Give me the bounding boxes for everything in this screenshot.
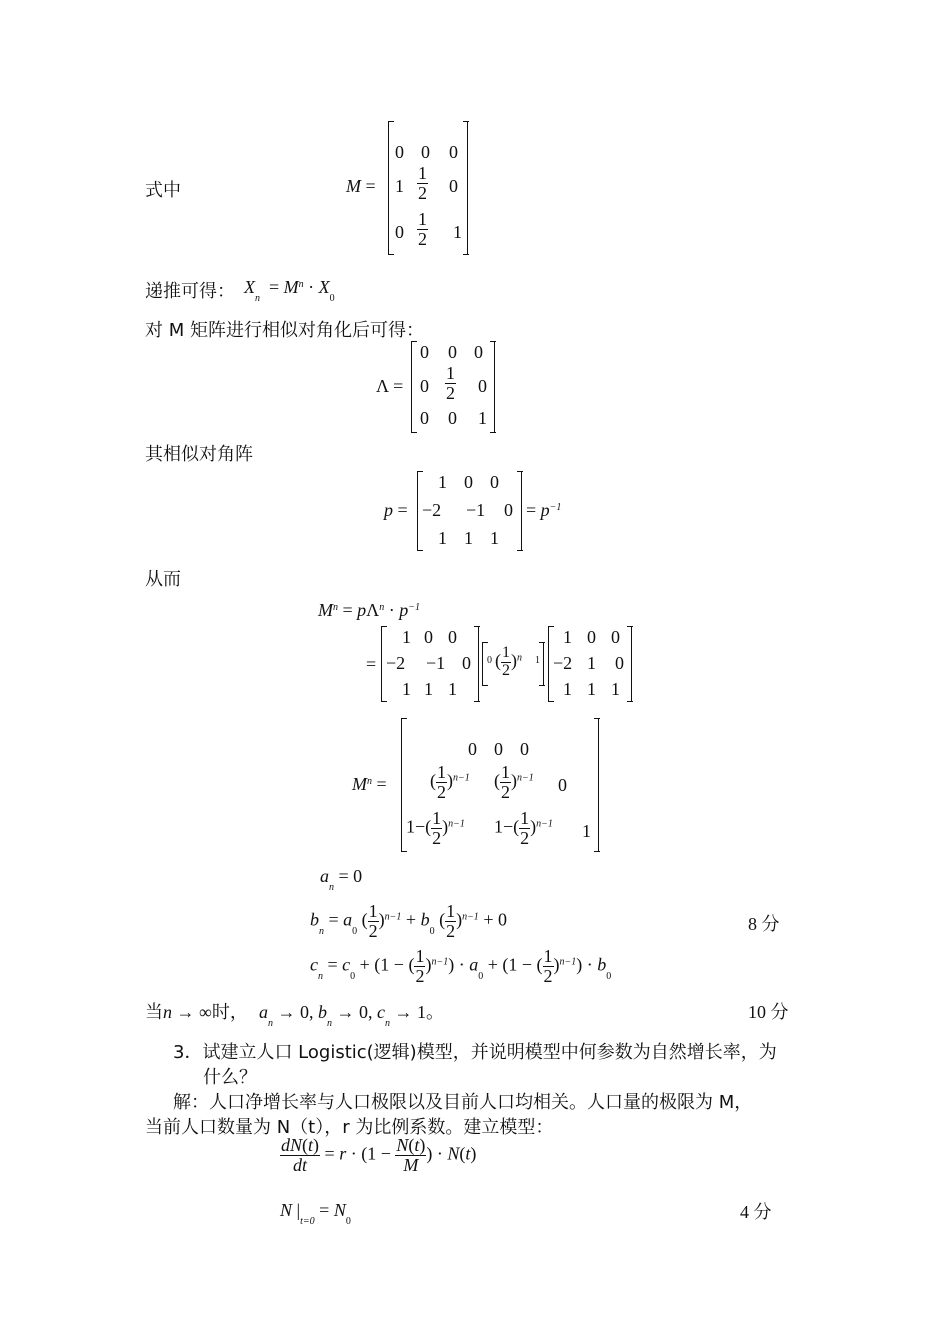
matrix-M: 0 0 0 1 $\frac{1}{2}$ 0 0 $\frac{1}{2}$ 1 (388, 122, 468, 254)
logistic-ode: $\frac{dN(t)}{dt}$ = r · (1 − $\frac{N(t)}{M}$ ) · N(t) (281, 1135, 477, 1175)
answer-line1: 解：人口净增长率与人口极限以及目前人口均相关。人口量的极限为 M， (173, 1092, 753, 1113)
p-equals: p = (384, 500, 408, 520)
question-3-line2: 什么？ (203, 1067, 257, 1088)
limit-line: 当n → ∞时， $a_n \to 0$, $b_n \to 0$, $c_n \to 1$。 (145, 1002, 444, 1029)
Mn-decomposition: $M^n = p\Lambda^n \cdot p^{-1}$ (318, 600, 420, 620)
Lambda-equals: Λ = (376, 376, 404, 396)
matrix-p-left: 1 0 0 −2 −1 0 1 1 1 (381, 627, 479, 701)
matrix-lambda-power: 0 ( $\frac{1}{2}$ )$^n$ 1 (482, 643, 544, 685)
question-3-line1: 3．试建立人口 Logistic(逻辑)模型，并说明模型中何参数为自然增长率，为 (173, 1042, 777, 1063)
cn-equation: $c_n = c_0 + (1$ − ( $\frac{1}{2}$ )$^{n-1}) \cdot a_0 + (1$ − ( $\frac{1}{2}$ )$^{n-1}) \cdot b_0$ (310, 946, 612, 986)
matrix-Lambda: 0 0 0 0 $\frac{1}{2}$ 0 0 0 1 (411, 342, 495, 432)
matrix-p: 1 0 0 −2 −1 0 1 1 1 (417, 472, 522, 550)
matrix-p-inverse: 1 0 0 −2 1 0 1 1 1 (548, 627, 632, 701)
M-equals: M = (346, 176, 376, 196)
bn-equation: $b_n = a_0$ ( $\frac{1}{2}$ )$^{n-1} + b_0$ ( $\frac{1}{2}$ )$^{n-1}$ + 0 (310, 901, 507, 941)
score-4: 4 分 (740, 1202, 772, 1222)
initial-condition: N $|_{t=0} = N_0$ (280, 1200, 351, 1227)
label-shi-zhong: 式中 (145, 180, 181, 201)
label-di-tui: 递推可得： (145, 281, 235, 302)
matrix-Mn: 0 0 0 ( $\frac{1}{2}$ )$^{n-1}$ ( $\frac{1}{2}$ )$^{n-1}$ 0 1−( $\frac{1}{2}$ )$^{n-1}$ 1−( $\frac{1}{2}$ )$^{n-1}$ 1 (401, 719, 599, 851)
label-cong-er: 从而 (145, 569, 181, 590)
label-dui-M: 对 M 矩阵进行相似对角化后可得： (145, 320, 424, 341)
Mn-equals: $M^n$ = (352, 774, 387, 794)
equals-product: = (366, 654, 377, 674)
score-8: 8 分 (748, 914, 780, 934)
answer-line2: 当前人口数量为 N（t），r 为比例系数。建立模型： (145, 1117, 554, 1138)
label-qi-xiangsi: 其相似对角阵 (145, 444, 253, 465)
p-inverse: = $p^{-1}$ (526, 500, 562, 520)
recursion-formula: $X_n = M^n \cdot X_0$ (244, 277, 335, 304)
score-10: 10 分 (748, 1002, 789, 1022)
an-equation: $a_n = 0$ (320, 866, 363, 893)
